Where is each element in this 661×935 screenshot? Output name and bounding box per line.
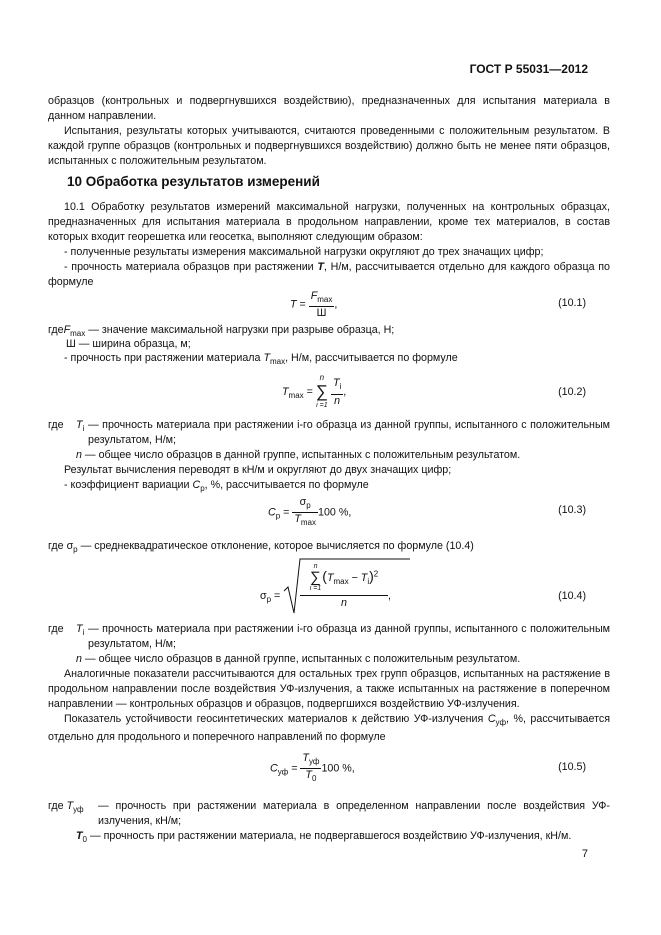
where-fmax: гдеF$_{max}$ — значение максимальной нагрузки при разрыве образца, Н; xyxy=(48,324,395,339)
where4-n-def: n — общее число образцов в данной группе, испытанных с положительным результатом. xyxy=(76,653,521,665)
formula-10-5: $C_{уф}$ = $\frac{T_{уф}}{T_0}$ 100 %, xyxy=(270,752,355,784)
where2-ti-symbol: $T_i$ xyxy=(76,419,85,434)
where-sh: Ш — ширина образца, м; xyxy=(66,338,191,350)
formula-10-5-number: (10.5) xyxy=(558,761,586,773)
where2-result: Результат вычисления переводят в кН/м и округляют до двух значащих цифр; xyxy=(64,464,452,476)
where2-cp-intro: - коэффициент вариации $C_p$, %, рассчитывается по формуле xyxy=(64,479,369,494)
document-id: ГОСТ Р 55031—2012 xyxy=(469,62,588,76)
where2-n-def: n — общее число образцов в данной группе, испытанных с положительным результатом. xyxy=(76,449,521,461)
analog-paragraph: Аналогичные показатели рассчитываются для остальных трех групп образцов, испытанных на растяжение в продольном направлении после воздействия УФ-излучения, а также испытанных на растяжение в поперечном направлении — контрольных образцов и образцов, подвергшихся воздействию УФ-излучения. xyxy=(48,668,610,710)
where4-ti-def: — прочность материала при растяжении i-го образца из данной группы, испытанного с положительным результатом, Н/м; xyxy=(88,623,610,650)
where3-sigma: где $\sigma_p$ — среднеквадратическое отклонение, которое вычисляется по формуле (10.4) xyxy=(48,540,474,555)
formula-10-1: T = $\frac{F_{max}}{Ш}$ , xyxy=(290,290,338,320)
formula-10-1-number: (10.1) xyxy=(558,297,586,309)
tmax-intro: - прочность при растяжении материала $T_{max}$, Н/м, рассчитывается по формуле xyxy=(64,352,458,367)
s101-bullet-1: - полученные результаты измерения максимальной нагрузки округляют до трех значащих цифр; xyxy=(64,246,544,258)
where2-label: где xyxy=(48,419,64,431)
where4-label: где xyxy=(48,623,64,635)
s101-paragraph: 10.1 Обработку результатов измерений максимальной нагрузки, полученных на контрольных образцах, предназначенных для испытания материала в продольном направлении, кроме тех материалов, в состав которых входит георешетка или геосетка, выполняют следующим образом: xyxy=(48,201,610,243)
where5-t0-def: $T_0$ — прочность при растяжении материала, не подвергавшегося воздействию УФ-излучения, кН/м. xyxy=(76,830,572,845)
cuf-intro: Показатель устойчивости геосинтетических материалов к действию УФ-излучения $C_{уф}$, %, рассчитывается отдельно для продольного и поперечного направлений по формуле xyxy=(48,713,610,744)
where2-ti-def: — прочность материала при растяжении i-го образца из данной группы, испытанного с положительным результатом, Н/м; xyxy=(88,419,610,446)
page-number: 7 xyxy=(581,848,588,860)
intro-paragraph-1: образцов (контрольных и подвергнувшихся воздействию), предназначенных для испытания материала в данном направлении. xyxy=(48,95,610,122)
formula-10-3: $C_p$ = $\frac{\sigma_p}{T_{max}}$ 100 %, xyxy=(268,496,352,528)
intro-paragraph-2: Испытания, результаты которых учитываются, считаются проведенными с положительным результатом. В каждой группе образцов (контрольных и подвергнувшихся воздействию) должно быть не менее пяти образцов, испытанных с положительным результатом. xyxy=(48,125,610,167)
formula-10-2-number: (10.2) xyxy=(558,386,586,398)
where4-ti-symbol: $T_i$ xyxy=(76,623,85,638)
where5-tuf-def: — прочность при растяжении материала в определенном направлении после воздействия УФ-излучения, кН/м; xyxy=(98,800,610,827)
formula-10-4-number: (10.4) xyxy=(558,590,586,602)
formula-10-2: $T_{max}$ = n ∑ i =1 $\frac{T_i}{n}$ , xyxy=(282,373,347,409)
s101-bullet-2: - прочность материала образцов при растяжении T, Н/м, рассчитывается отдельно для каждого образца по формуле xyxy=(48,261,610,288)
section-title: 10 Обработка результатов измерений xyxy=(67,174,320,189)
document-page: ГОСТ Р 55031—2012 образцов (контрольных и подвергнувшихся воздействию), предназначенных для испытания материала в данном направлении. Испытания, результаты которых учитываются, считаются проведенными с положительным результатом. В каждой группе образцов (контрольных и подвергнувшихся воздействию) должно быть не менее пяти образцов, испытанных с положительным результатом. 10 Обработка результатов измерений 10.1 Обработку результатов измерений максимальной нагрузки, полученных на контрольных образцах, предназначенных для испытания материала в продольном направлении, кроме тех материалов, в состав которых входит георешетка или геосетка, выполняют следующим образом: - полученные результаты измерения максимальной нагрузки округляют до трех значащих цифр; - прочность материала образцов при растяжении T, Н/м, рассчитывается отдельно для каждого образца по формуле T = $\frac{F_{max}}{Ш}$ , (10.1) гдеF$_{max}$ — значение максимальной нагрузки при разрыве образца, Н; Ш — ширина образца, м; - прочность при растяжении материала $T_{max}$, Н/м, рассчитывается по формуле $T_{max}$ = n ∑ i =1 $\frac{T_i}{n}$ , (10.2) где $T_i$ — прочность материала при растяжении i-го образца из данной группы, испытанного с положительным результатом, Н/м; n — общее число образцов в данной группе, испытанных с положительным результатом. Результат вычисления переводят в кН/м и округляют до двух значащих цифр; - коэффициент вариации $C_p$, %, рассчитывается по формуле $C_p$ = $\frac{\sigma_p}{T_{max}}$ 100 %, (10.3) где $\sigma_p$ — среднеквадратическое отклонение, которое вычисляется по формуле (10.4) $\sigma_p$ = n ∑ i =1 $(T_{max} - T_i)^2$ n , (10.4) где $T_i$ — прочность материала при растяжении i-го образца из данной группы, испытанного с положительным результатом, Н/м; n — общее число образцов в данной группе, испытанных с положительным результатом. Аналогичные показатели рассчитываются для остальных трех групп образцов, испытанных на растяжение в продольном направлении после воздействия УФ-излучения, а также испытанных на растяжение в поперечном направлении — контрольных образцов и образцов, подвергшихся воздействию УФ-излучения. Показатель устойчивости геосинтетических материалов к действию УФ-излучения $C_{уф}$, %, рассчитывается отдельно для продольного и поперечного направлений по формуле $C_{уф}$ = $\frac{T_{уф}}{T_0}$ 100 %, (10.5) где $T_{уф}$ — прочность при растяжении материала в определенном направлении после воздействия УФ-излучения, кН/м; $T_0$ — прочность при растяжении материала, не подвергавшегося воздействию УФ-излучения, кН/м. 7 xyxy=(48,62,610,860)
formula-10-3-number: (10.3) xyxy=(558,504,586,516)
where5-label: где $T_{уф}$ xyxy=(48,800,84,815)
